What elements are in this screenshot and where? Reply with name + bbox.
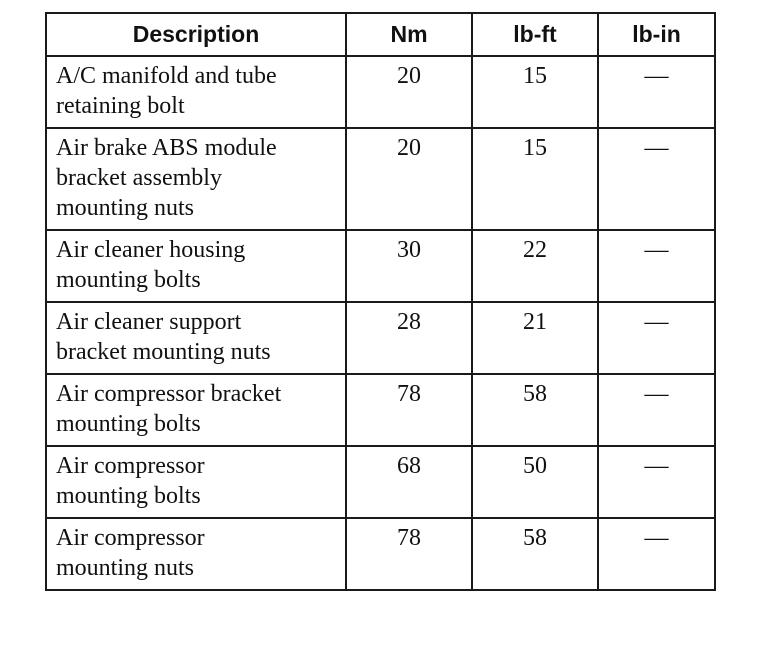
- table-row: [46, 446, 715, 518]
- description-line: Air compressor: [56, 453, 205, 479]
- description-line: Air cleaner support: [56, 309, 242, 335]
- header-nm: Nm: [346, 13, 472, 56]
- row-description: [46, 56, 346, 128]
- header-lb-ft: lb-ft: [472, 13, 598, 56]
- description-line: bracket mounting nuts: [56, 339, 271, 365]
- description-line: bracket assembly: [56, 165, 222, 191]
- header-lb-in: lb-in: [598, 13, 715, 56]
- row-lb-in: —: [598, 230, 715, 302]
- row-lb-ft: 58: [472, 518, 598, 590]
- table-row: [46, 518, 715, 590]
- description-line: Air cleaner housing: [56, 237, 246, 263]
- row-lb-in: —: [598, 374, 715, 446]
- row-lb-in: —: [598, 56, 715, 128]
- row-description: [46, 128, 346, 230]
- header-description: Description: [46, 13, 346, 56]
- row-description: [46, 302, 346, 374]
- description-line: retaining bolt: [56, 93, 185, 119]
- row-description: [46, 446, 346, 518]
- torque-spec-table: [45, 12, 716, 591]
- description-line: A/C manifold and tube: [56, 63, 277, 89]
- row-lb-ft: 21: [472, 302, 598, 374]
- table-row: [46, 56, 715, 128]
- row-description: [46, 230, 346, 302]
- description-line: mounting nuts: [56, 555, 195, 581]
- header-row: [46, 13, 715, 56]
- table-row: [46, 374, 715, 446]
- row-lb-ft: 50: [472, 446, 598, 518]
- row-nm: 28: [346, 302, 472, 374]
- row-lb-ft: 15: [472, 128, 598, 230]
- row-lb-ft: 22: [472, 230, 598, 302]
- table-row: [46, 302, 715, 374]
- row-nm: 30: [346, 230, 472, 302]
- description-line: mounting bolts: [56, 267, 201, 293]
- table-row: [46, 230, 715, 302]
- description-line: Air compressor: [56, 525, 205, 551]
- row-lb-in: —: [598, 518, 715, 590]
- description-line: mounting bolts: [56, 411, 201, 437]
- row-lb-ft: 15: [472, 56, 598, 128]
- row-nm: 78: [346, 518, 472, 590]
- row-nm: 20: [346, 128, 472, 230]
- row-lb-in: —: [598, 128, 715, 230]
- row-nm: 68: [346, 446, 472, 518]
- description-line: Air brake ABS module: [56, 135, 277, 161]
- row-description: [46, 518, 346, 590]
- description-line: Air compressor bracket: [56, 381, 282, 407]
- row-lb-ft: 58: [472, 374, 598, 446]
- description-line: mounting bolts: [56, 483, 201, 509]
- row-nm: 78: [346, 374, 472, 446]
- row-description: [46, 374, 346, 446]
- table-row: [46, 128, 715, 230]
- row-nm: 20: [346, 56, 472, 128]
- row-lb-in: —: [598, 446, 715, 518]
- description-line: mounting nuts: [56, 195, 195, 221]
- row-lb-in: —: [598, 302, 715, 374]
